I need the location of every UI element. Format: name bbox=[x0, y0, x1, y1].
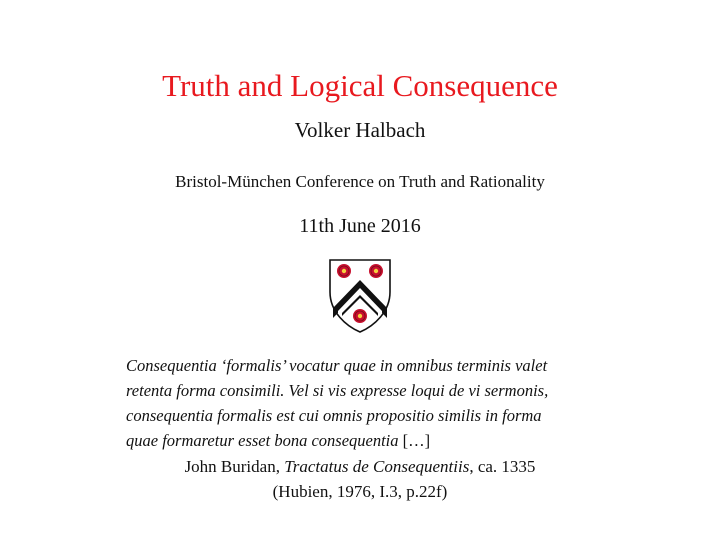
attribution-author: John Buridan, bbox=[184, 457, 285, 476]
quote-line-1: Consequentia ‘formalis’ vocatur quae in omnibus terminis valet bbox=[126, 356, 548, 375]
quote-line-2: retenta forma consimili. Vel si vis expresse loqui de vi sermonis, bbox=[126, 381, 549, 400]
rose-icon-bottom bbox=[353, 309, 367, 323]
quote-ellipsis: […] bbox=[398, 431, 431, 450]
author-name: Volker Halbach bbox=[294, 118, 426, 142]
quote-line-4: quae formaretur esset bona consequentia bbox=[126, 431, 399, 450]
attribution-date: , ca. 1335 bbox=[469, 457, 536, 476]
conference-name: Bristol-München Conference on Truth and Rationality bbox=[175, 172, 545, 191]
presentation-date: 11th June 2016 bbox=[299, 215, 421, 237]
latin-quote bbox=[126, 353, 606, 453]
quote-attribution bbox=[0, 454, 720, 504]
rose-icon-top-left bbox=[337, 264, 351, 278]
slide-title: Truth and Logical Consequence bbox=[162, 68, 558, 103]
attribution-reference: (Hubien, 1976, I.3, p.22f) bbox=[272, 482, 448, 501]
rose-icon-top-right bbox=[369, 264, 383, 278]
quote-line-3: consequentia formalis est cui omnis propositio similis in forma bbox=[126, 406, 542, 425]
college-crest-icon bbox=[328, 258, 392, 334]
attribution-work: Tractatus de Consequentiis bbox=[284, 457, 470, 476]
